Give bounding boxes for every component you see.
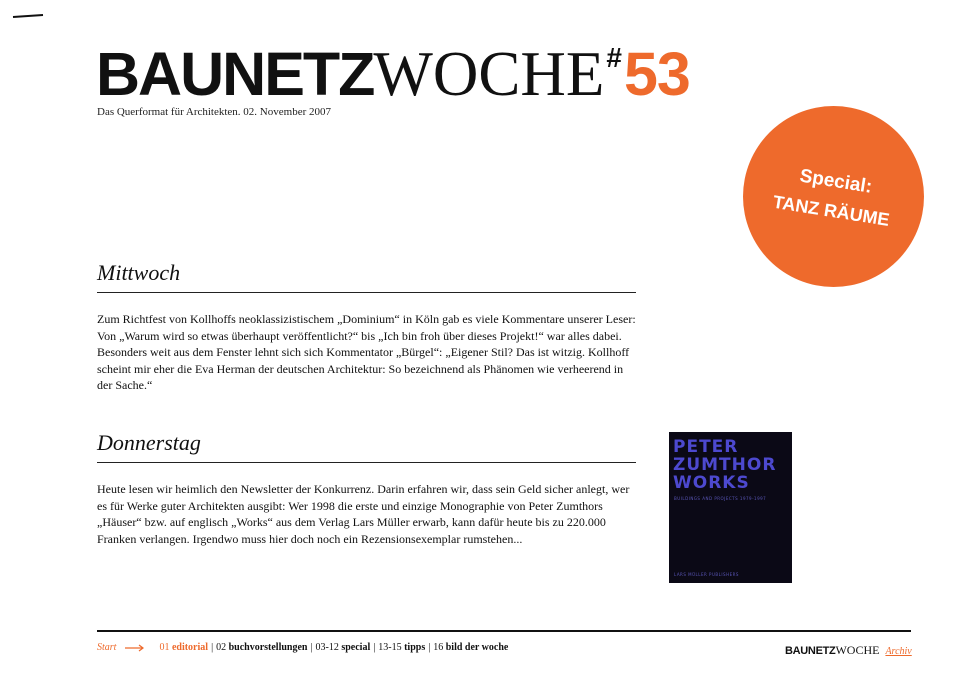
footer-brand-bold: BAUNETZ <box>785 645 836 657</box>
footer-brand-light: WOCHE <box>835 643 880 657</box>
nav-label: editorial <box>171 642 209 653</box>
masthead <box>96 38 690 109</box>
nav-item-bild-der-woche[interactable] <box>433 642 508 653</box>
section-body: Zum Richtfest von Kollhoffs neoklassizistischem „Dominium“ in Köln gab es viele Kommentare unserer Leser: Von „Warum wird so etwas überhaupt veröffentlicht?“ bis „Ich bin froh über dieses Projekt!“ war alles dabei. Besonders weit aus dem Fenster lehnt sich sich Kommentator „Bürgel“: „Eigener Stil? Das ist witzig. Kollhoff scheint mir eher die Eva Herman der deutschen Architektur: So bezeichnend als Phänomen wie verheerend in der Sache.“ <box>97 312 636 392</box>
special-badge-line1: Special: <box>798 165 874 198</box>
section-body: Heute lesen wir heimlich den Newsletter der Konkurrenz. Darin erfahren wir, dass sein Geld sicher anlegt, wer es für Werke guter Architekten ausgibt: Wer 1998 die erste und einzige Monographie von Peter Zumthors „Häuser“ bzw. auf englisch „Works“ aus dem Verlag Lars Müller erwarb, kann dafür heute bis zu 220.000 Franken verlangen. Irgendwo muss hier doch noch ein Rezensionsexemplar rumstehen... <box>97 482 630 546</box>
footer-divider <box>97 630 911 632</box>
arrow-right-icon <box>125 644 145 652</box>
issue-number: 53 <box>623 40 690 108</box>
section-heading: Mittwoch <box>97 260 181 285</box>
special-badge-line2: TANZ RÄUME <box>771 191 891 230</box>
section-donnerstag <box>97 429 636 547</box>
masthead-subtitle: Das Querformat für Architekten. 02. November 2007 <box>97 106 331 118</box>
special-badge[interactable] <box>743 106 924 287</box>
masthead-brand-bold: BAUNETZ <box>96 40 374 108</box>
book-publisher: LARS MÜLLER PUBLISHERS <box>674 572 739 577</box>
masthead-hash: # <box>606 42 622 73</box>
nav-page-number: 16 <box>433 642 444 653</box>
nav-label: special <box>341 642 371 653</box>
nav-page-number: 13-15 <box>378 642 402 653</box>
footer-brand <box>785 641 912 659</box>
book-title <box>673 438 776 492</box>
section-heading: Donnerstag <box>97 430 201 455</box>
book-subtitle: BUILDINGS AND PROJECTS 1979-1997 <box>674 496 767 501</box>
corner-mark <box>12 14 44 18</box>
archive-link[interactable]: Archiv <box>885 646 912 657</box>
start-link[interactable]: Start <box>97 642 117 653</box>
book-title-line: ZUMTHOR <box>673 455 777 475</box>
masthead-brand-light: WOCHE <box>373 39 605 109</box>
nav-page-number: 03-12 <box>315 642 339 653</box>
nav-item-tipps[interactable] <box>378 642 425 653</box>
nav-item-buchvorstellungen[interactable] <box>216 642 307 653</box>
book-title-line: WORKS <box>673 473 750 493</box>
nav-item-special[interactable] <box>316 642 371 653</box>
nav-label: buchvorstellungen <box>228 642 308 653</box>
section-divider <box>97 292 636 293</box>
book-title-line: PETER <box>673 437 739 457</box>
footer-nav: Start 01 editorial | 02 buchvorstellungen | 03-12 special | 13-15 tipps | 16 bild der woche <box>97 642 509 653</box>
nav-label: bild der woche <box>445 642 509 653</box>
nav-item-editorial[interactable] <box>159 642 208 653</box>
section-mittwoch <box>97 259 636 394</box>
section-divider <box>97 462 636 463</box>
book-cover-image <box>669 432 792 583</box>
nav-page-number: 01 <box>159 642 170 653</box>
nav-label: tipps <box>404 642 426 653</box>
nav-page-number: 02 <box>216 642 227 653</box>
